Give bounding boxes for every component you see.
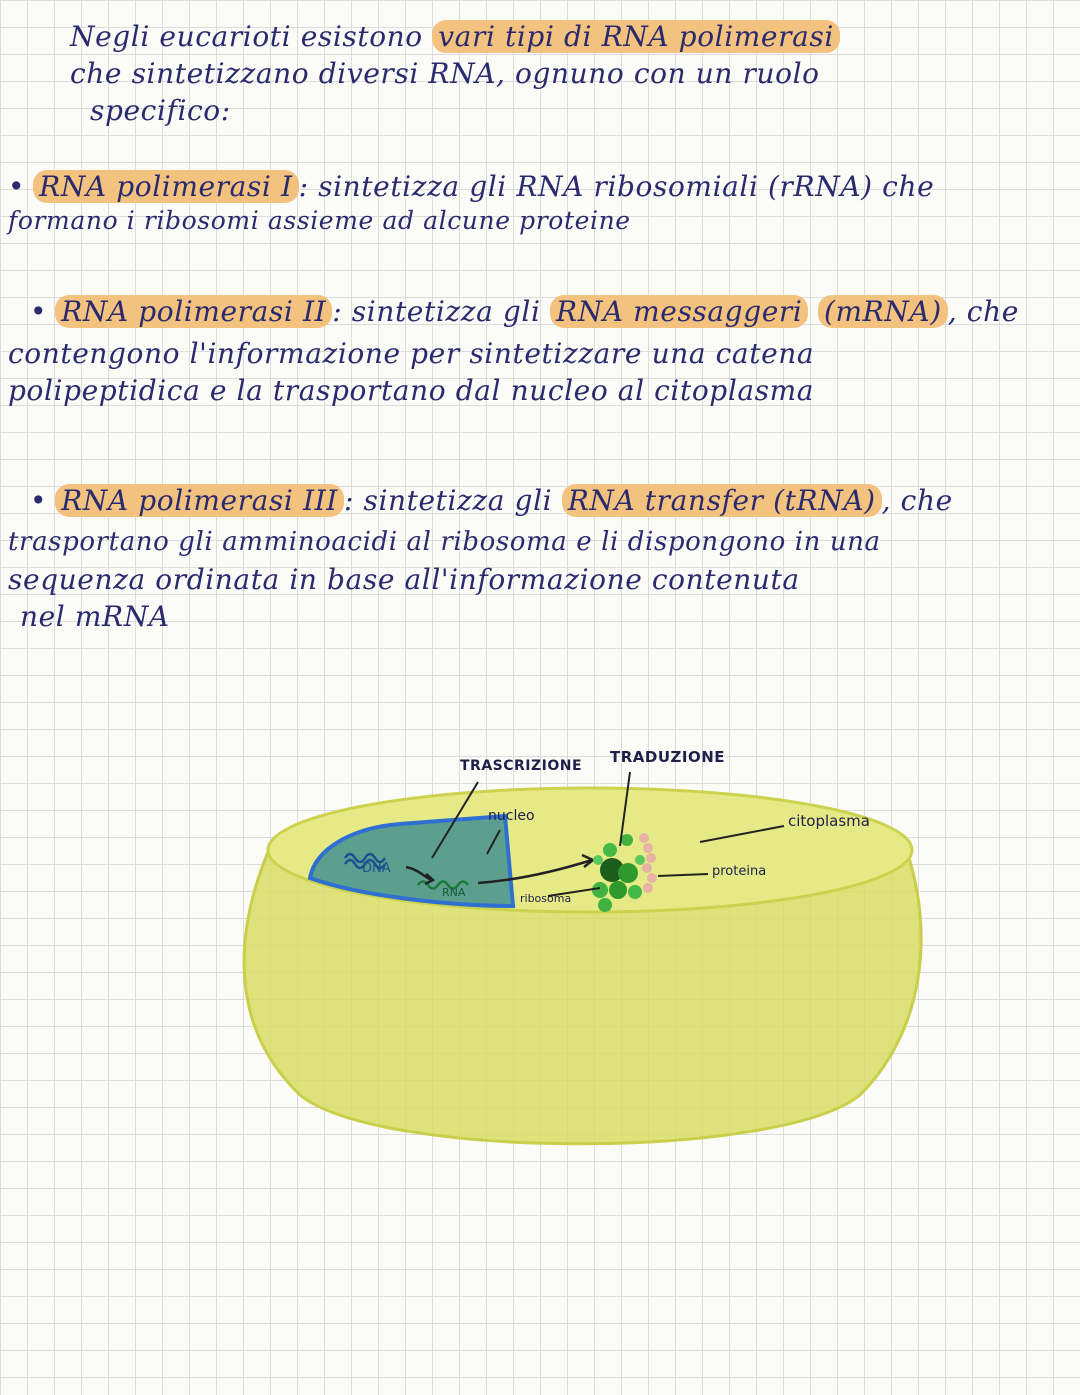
pol2-desc-end: , che — [947, 295, 1019, 328]
pol2-line-3: polipeptidica e la trasportano dal nucleo al citoplasma — [8, 374, 815, 407]
pol3-desc-1: : sintetizza gli — [343, 484, 562, 517]
pol3-line-3: sequenza ordinata in base all'informazione contenuta — [8, 563, 800, 596]
pol3-name: RNA polimerasi III — [55, 484, 344, 517]
pol2-line-2: contengono l'informazione per sintetizzare una catena — [8, 337, 815, 370]
label-traduzione: TRADUZIONE — [610, 748, 726, 766]
pol2-highlight-abbr: (mRNA) — [818, 295, 948, 328]
pol1-desc-1: : sintetizza gli RNA ribosomiali (rRNA) che — [298, 170, 935, 203]
bullet-icon: • — [8, 170, 26, 203]
label-dna: DNA — [362, 861, 391, 876]
label-trascrizione: TRASCRIZIONE — [460, 758, 583, 774]
pol3-line-2: trasportano gli amminoacidi al ribosoma e li dispongono in una — [8, 527, 881, 557]
label-ribosoma: ribosoma — [520, 892, 572, 905]
pol1-name: RNA polimerasi I — [33, 170, 298, 203]
intro-highlight: vari tipi di RNA polimerasi — [432, 20, 840, 53]
pol2-name: RNA polimerasi II — [55, 295, 332, 328]
label-nucleo: nucleo — [488, 808, 535, 824]
intro-line-3: specifico: — [90, 94, 231, 127]
pol3-desc-end: , che — [881, 484, 953, 517]
pol1-line-2: formano i ribosomi assieme ad alcune proteine — [8, 206, 631, 235]
bullet-icon: • — [30, 295, 48, 328]
intro-line-1-text: Negli eucarioti esistono — [70, 20, 433, 53]
pol3-highlight: RNA transfer (tRNA) — [562, 484, 882, 517]
label-rna: RNA — [442, 886, 466, 899]
label-proteina: proteina — [712, 864, 767, 879]
pol3-line-4: nel mRNA — [20, 600, 170, 633]
intro-line-2: che sintetizzano diversi RNA, ognuno con un ruolo — [70, 57, 820, 90]
pol2-desc-1: : sintetizza gli — [332, 295, 551, 328]
pol2-highlight-mrna: RNA messaggeri — [550, 295, 808, 328]
bullet-icon: • — [30, 484, 48, 517]
label-citoplasma: citoplasma — [788, 812, 870, 830]
